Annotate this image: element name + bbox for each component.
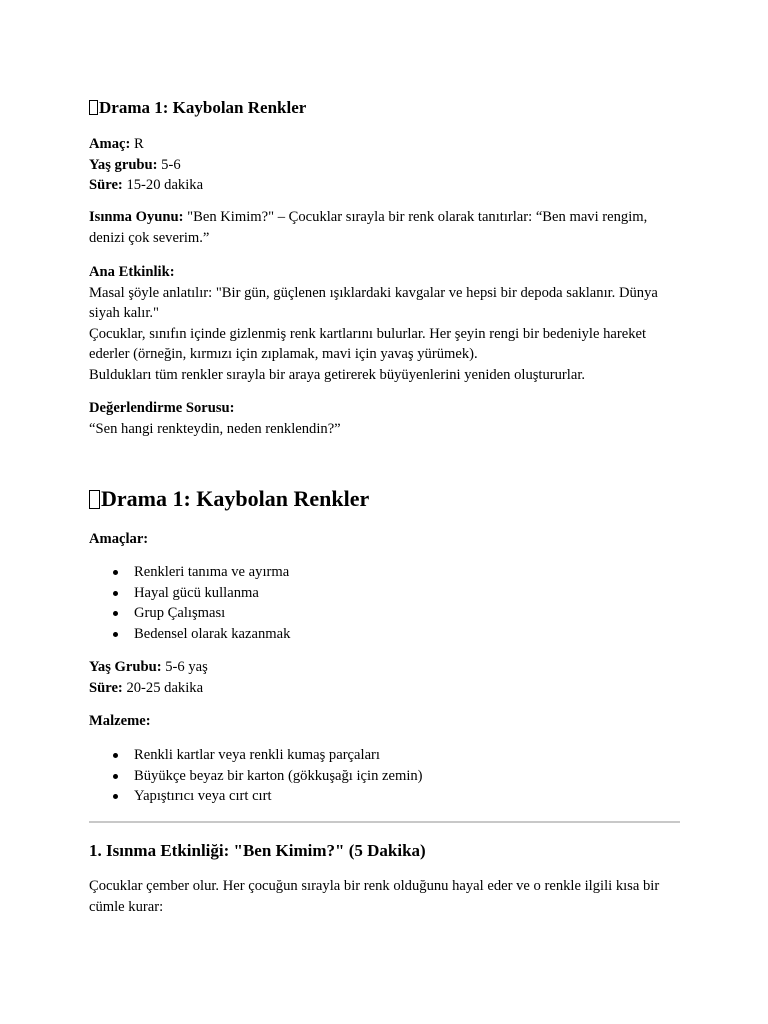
- section1-heading: [89, 98, 306, 118]
- sure-label: Süre:: [89, 177, 123, 193]
- yas-grubu-value: 5-6 yaş: [161, 659, 208, 675]
- degerlendirme-paragraph: [89, 398, 681, 439]
- list-item: Yapıştırıcı veya cırt cırt: [89, 786, 423, 807]
- ana-etkinlik-line: Buldukları tüm renkler sırayla bir araya getirerek büyüyenlerini yeniden oluştururlar.: [89, 366, 586, 383]
- degerlendirme-label: Değerlendirme Sorusu:: [89, 400, 235, 416]
- yas-grubu-label: Yaş grubu:: [89, 156, 158, 173]
- amac-label: Amaç:: [89, 136, 131, 152]
- isinma-text-line1: "Ben Kimim?" – Çocuklar sırayla bir renk olarak tanıtırlar: “Ben mavi rengim,: [183, 209, 648, 225]
- section2-title: Drama 1: Kaybolan Renkler: [101, 486, 370, 511]
- malzeme-heading: [89, 711, 681, 732]
- list-item: Renkli kartlar veya renkli kumaş parçaları: [89, 745, 423, 766]
- amac-value: R: [130, 136, 144, 152]
- section3-line1: Çocuklar çember olur. Her çocuğun sırayla bir renk olduğunu hayal eder ve o renkle ilgili kısa bir: [89, 878, 660, 894]
- isinma-paragraph: [89, 207, 681, 248]
- sure-label: Süre:: [89, 679, 123, 696]
- amaclar-heading: [89, 529, 681, 550]
- sure-value: 15-20 dakika: [122, 177, 204, 193]
- list-item: Büyükçe beyaz bir karton (gökkuşağı için zemin): [89, 766, 423, 787]
- ana-etkinlik-line: siyah kalır.": [89, 305, 159, 321]
- section1-meta: [89, 134, 681, 196]
- malzeme-label: Malzeme:: [89, 713, 151, 729]
- list-item: Grup Çalışması: [89, 603, 290, 624]
- list-item: Renkleri tanıma ve ayırma: [89, 562, 290, 583]
- section1-title: Drama 1: Kaybolan Renkler: [99, 98, 307, 117]
- ana-etkinlik-line: ederler (örneğin, kırmızı için zıplamak, mavi için yavaş yürümek).: [89, 346, 478, 362]
- list-item: Hayal gücü kullanma: [89, 583, 290, 604]
- yas-grubu-label: Yaş Grubu:: [89, 659, 162, 675]
- sure-value: 20-25 dakika: [122, 679, 204, 696]
- horizontal-divider: [89, 821, 680, 823]
- ana-etkinlik-label: Ana Etkinlik:: [89, 264, 175, 280]
- missing-emoji-icon: [89, 490, 100, 509]
- missing-emoji-icon: [89, 100, 98, 115]
- isinma-text-line2: denizi çok severim.”: [89, 229, 210, 246]
- ana-etkinlik-paragraph: [89, 262, 681, 385]
- isinma-label: Isınma Oyunu:: [89, 209, 184, 225]
- degerlendirme-question: “Sen hangi renkteydin, neden renklendin?”: [89, 420, 341, 437]
- yas-grubu-value: 5-6: [157, 156, 181, 173]
- section2-heading: [89, 486, 369, 512]
- malzeme-list: [89, 745, 423, 807]
- ana-etkinlik-line: Çocuklar, sınıfın içinde gizlenmiş renk kartlarını bulurlar. Her şeyin rengi bir bedeniyle hareket: [89, 325, 647, 342]
- list-item: Bedensel olarak kazanmak: [89, 624, 290, 645]
- section2-meta: [89, 657, 681, 698]
- section3-paragraph: [89, 876, 681, 917]
- amaclar-label: Amaçlar:: [89, 531, 149, 547]
- ana-etkinlik-line: Masal şöyle anlatılır: "Bir gün, güçlenen ışıklardaki kavgalar ve hepsi bir depoda saklanır. Dünya: [89, 284, 658, 301]
- amaclar-list: [89, 562, 290, 645]
- section3-heading: 1. Isınma Etkinliği: "Ben Kimim?" (5 Dakika): [89, 841, 426, 860]
- section3-line2: cümle kurar:: [89, 898, 164, 915]
